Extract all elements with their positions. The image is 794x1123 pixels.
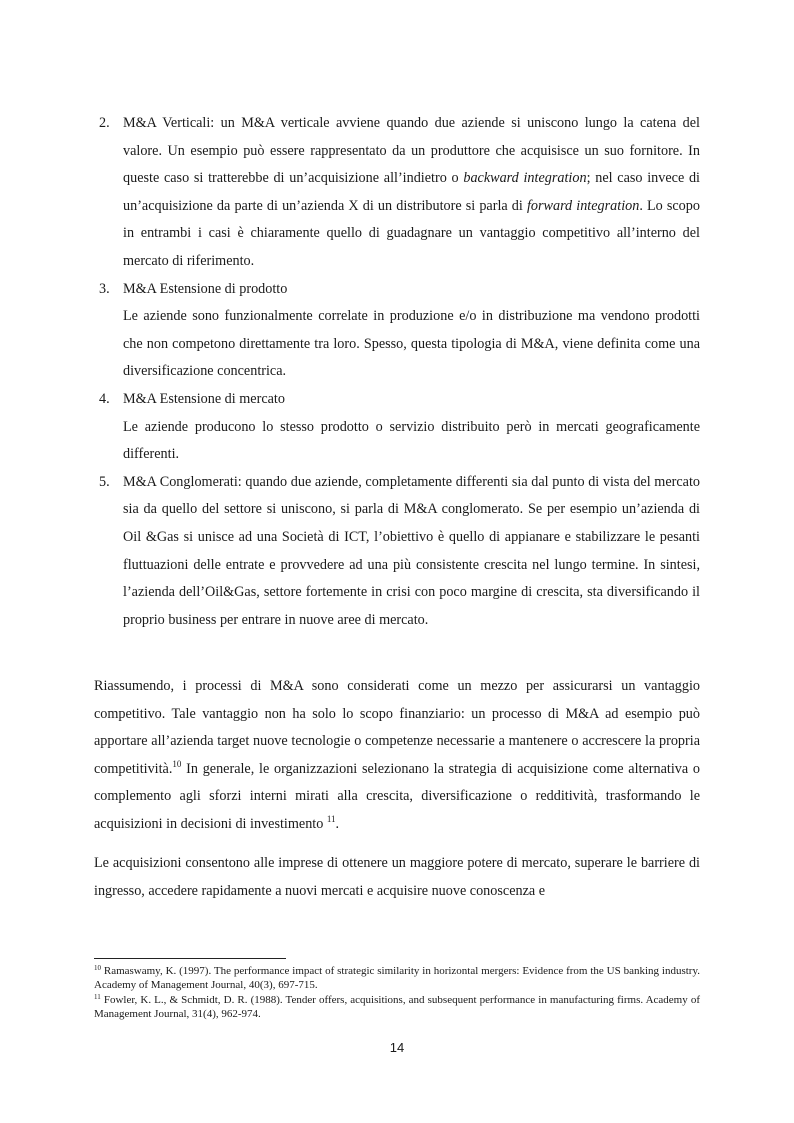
footnote-text: Ramaswamy, K. (1997). The performance impact of strategic similarity in horizontal mergers: Evidence from the US banking industry. Academy of Management Journal, 40(3), 697-715. [94, 965, 700, 991]
list-item-estensione-mercato [94, 386, 700, 469]
list-item-title: M&A Estensione di mercato [123, 390, 285, 407]
paragraph-riassumendo: Riassumendo, i processi di M&A sono considerati come un mezzo per assicurarsi un vantaggio competitivo. Tale vantaggio non ha solo lo scopo finanziario: un processo di M&A ad esempio può apportare all’azienda target nuove tecnologie o competenze necessarie a mantenere o accrescere la propria competitività.$^{10}$ In generale, le organizzazioni selezionano la strategia di acquisizione come alternativa o complemento agli sforzi interni mirati alla crescita, diversificazione o redditività, trasformando le acquisizioni in decisioni di investimento $^{11}$. [94, 678, 700, 832]
page-number: 14 [389, 1040, 405, 1055]
list-item-body: Le aziende sono funzionalmente correlate in produzione e/o in distribuzione ma vendono prodotti che non competono direttamente tra loro. Spesso, questa tipologia di M&A, viene definita come una diversificazione concentrica. [123, 308, 700, 380]
footnote-mark: 11 [94, 993, 101, 1001]
list-number: 4. [99, 390, 110, 407]
list-item-title: M&A Estensione di prodotto [123, 280, 288, 297]
footnote-mark: 10 [94, 964, 101, 972]
list-number: 5. [99, 473, 110, 490]
footnote-10 [94, 964, 700, 992]
list-item-conglomerati [94, 469, 700, 635]
term-backward-integration: backward integration [463, 170, 587, 187]
list-item-body: M&A Verticali: un M&A verticale avviene quando due aziende si uniscono lungo la catena del valore. Un esempio può essere rappresentato da un produttore che acquisisce un suo fornitore. In queste caso si tratterebbe di un’acquisizione all’indietro o backward integration; nel caso invece di un’acquisizione da parte di un’azienda X di un distributore si parla di forward integration. Lo scopo in entrambi i casi è chiaramente quello di guadagnare un vantaggio competitivo all’interno del mercato di riferimento. [123, 115, 700, 269]
list-item-body: Le aziende producono lo stesso prodotto o servizio distribuito però in mercati geograficamente differenti. [123, 418, 700, 463]
list-item-body: M&A Conglomerati: quando due aziende, completamente differenti sia dal punto di vista del mercato sia da quello del settore si uniscono, si parla di M&A conglomerato. Se per esempio un’azienda di Oil &Gas si unisce ad una Società di ICT, l’obiettivo è quello di appianare e stabilizzare le pesanti fluttuazioni delle entrate e provvedere ad una più consistente crescita nel lungo termine. In sintesi, l’azienda dell’Oil&Gas, settore fortemente in crisi con poco margine di crescita, sta diversificando il proprio business per entrare in nuove aree di mercato. [123, 473, 700, 628]
footnote-ref-11[interactable]: 11 [326, 813, 336, 824]
list-number: 2. [99, 115, 110, 131]
footnote-ref-10[interactable]: 10 [172, 758, 182, 769]
footnote-text: Fowler, K. L., & Schmidt, D. R. (1988). Tender offers, acquisitions, and subsequent performance in manufacturing firms. Academy of Management Journal, 31(4), 962-974. [94, 994, 700, 1020]
footnote-separator [94, 958, 286, 959]
list-number: 3. [99, 280, 110, 297]
footnotes [94, 964, 700, 1022]
footnote-11 [94, 993, 700, 1021]
list-item-estensione-prodotto [94, 276, 700, 386]
paragraph-acquisizioni: Le acquisizioni consentono alle imprese di ottenere un maggiore potere di mercato, superare le barriere di ingresso, accedere rapidamente a nuovi mercati e acquisire nuove conoscenza e [94, 855, 700, 899]
ma-types-list [94, 110, 700, 634]
term-forward-integration: forward integration [526, 197, 640, 214]
list-item-verticali [94, 110, 700, 276]
